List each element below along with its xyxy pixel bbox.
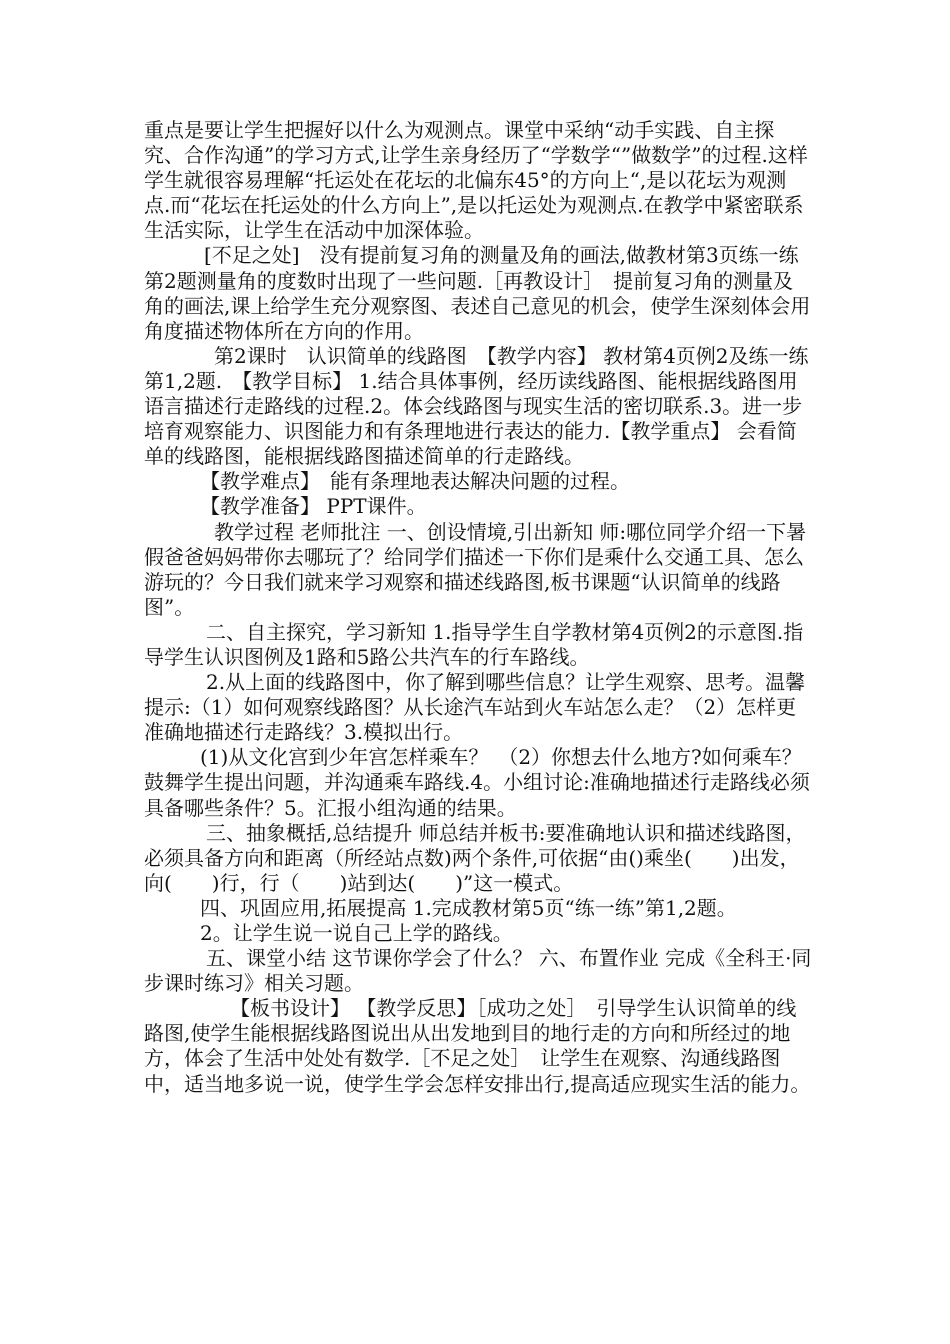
paragraph-lesson2-overview: 第2课时 认识简单的线路图 【教学内容】 教材第4页例2及练一练第1,2题. 【教学目标】 1.结合具体事例，经历读线路图、能根据线路图用语言描述行走路线的过程.2。体会线路图与现实生活的密切联系.3。进一步培育观察能力、识图能力和有条理地进行表达的能力.【教学重点】 会看简单的线路图，能根据线路图描述简单的行走路线。 <box>144 343 809 469</box>
paragraph-teaching-process: 教学过程 老师批注 一、创设情境,引出新知 师:哪位同学介绍一下暑假爸爸妈妈带你去哪玩了？给同学们描述一下你们是乘什么交通工具、怎么游玩的？今日我们就来学习观察和描述线路图,板书课题“认识简单的线路图”。 <box>144 519 807 619</box>
paragraph-class-summary: 五、课堂小结 这节课你学会了什么？ 六、布置作业 完成《全科王·同步课时练习》相关习题。 <box>144 946 812 996</box>
paragraph-ride-questions: (1)从文化宫到少年宫怎样乘车？ （2）你想去什么地方?如何乘车？ 鼓舞学生提出问题，并沟通乘车路线.4。小组讨论:准确地描述行走路线必须具备哪些条件？5。汇报小组沟通的结果。 <box>144 745 822 820</box>
paragraph-preparation: 【教学准备】 PPT课件。 <box>200 494 427 519</box>
paragraph-self-exploration: 二、自主探究，学习新知 1.指导学生自学教材第4页例2的示意图.指导学生认识图例及1路和5路公共汽车的行车路线。 <box>144 619 804 669</box>
document-body <box>144 118 822 1097</box>
paragraph-observation-point: 重点是要让学生把握好以什么为观测点。课堂中采纳“动手实践、自主探究、合作沟通”的学习方式,让学生亲身经历了“学数学“”做数学”的过程.这样学生就很容易理解“托运处在花坛的北偏东45°的方向上“,是以花坛为观测点.而“花坛在托运处的什么方向上”,是以托运处为观测点.在教学中紧密联系生活实际，让学生在活动中加深体验。 <box>144 118 808 243</box>
paragraph-reflection: 【板书设计】 【教学反思】［成功之处］ 引导学生认识简单的线路图,使学生能根据线路图说出从出发地到目的地行走的方向和所经过的地方，体会了生活中处处有数学.［不足之处］ 让学生在观察、沟通线路图中，适当地多说一说，使学生学会怎样安排出行,提高适应现实生活的能力。 <box>144 996 811 1096</box>
paragraph-summary: 三、抽象概括,总结提升 师总结并板书:要准确地认识和描述线路图，必须具备方向和距离（所经站点数)两个条件,可依据“由()乘坐( )出发，向( )行，行（ )站到达( )”这一模式。 <box>144 820 806 895</box>
paragraph-school-route: 2。让学生说一说自己上学的路线。 <box>200 921 513 945</box>
paragraph-difficulty: 【教学难点】 能有条理地表达解决问题的过程。 <box>200 469 630 494</box>
paragraph-consolidation: 四、巩固应用,拓展提高 1.完成教材第5页“练一练”第1,2题。 <box>200 895 737 920</box>
paragraph-shortcomings: [不足之处] 没有提前复习角的测量及角的画法,做教材第3页练一练第2题测量角的度数时出现了一些问题.［再教设计］ 提前复习角的测量及角的画法,课上给学生充分观察图、表述自己意见的机会，使学生深刻体会用角度描述物体所在方向的作用。 <box>144 243 811 343</box>
paragraph-route-info: 2.从上面的线路图中，你了解到哪些信息？让学生观察、思考。温馨提示:（1）如何观察线路图？从长途汽车站到火车站怎么走？（2）怎样更准确地描述行走路线？3.模拟出行。 <box>144 670 806 745</box>
